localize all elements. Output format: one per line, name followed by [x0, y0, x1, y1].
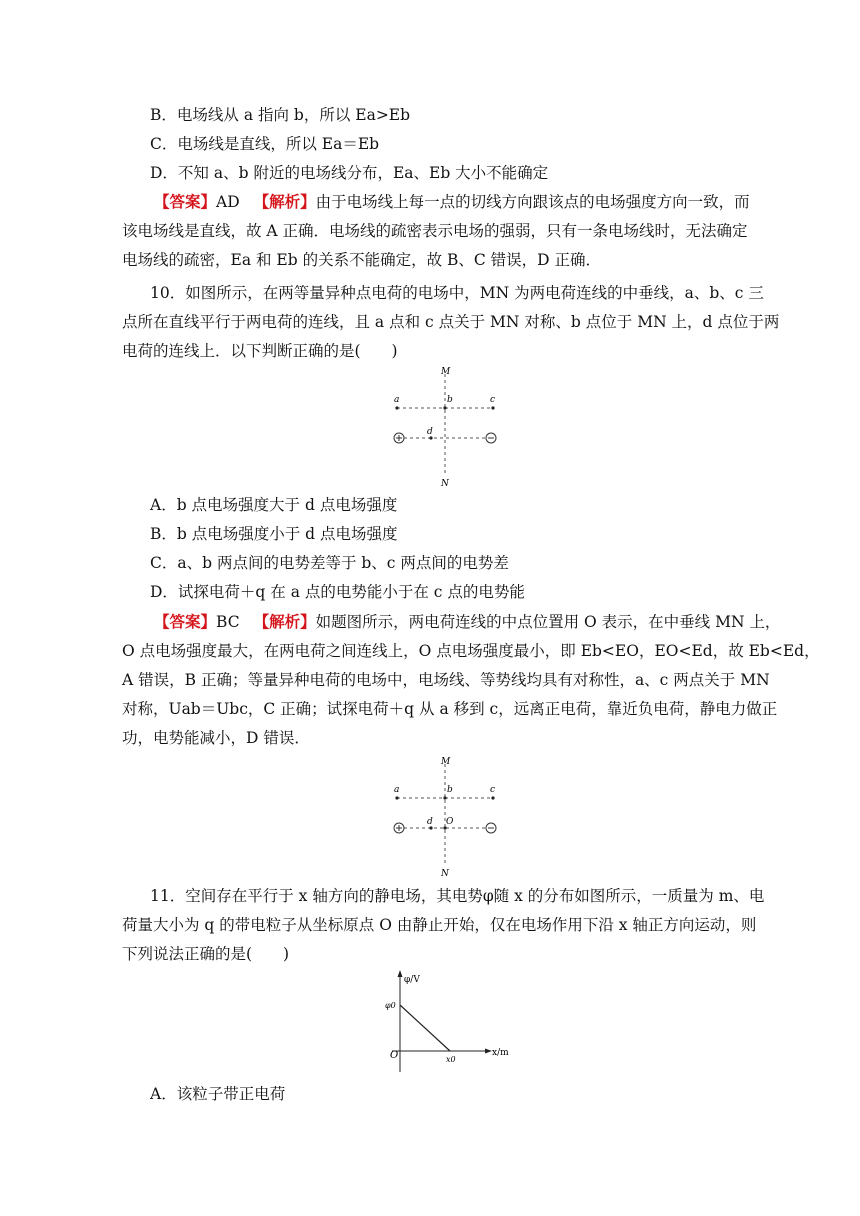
charge-figure-2	[385, 756, 505, 880]
negative-charge-icon	[486, 433, 496, 443]
origin-label: O	[390, 1050, 399, 1061]
q10-stem-line-1: 10．如图所示，在两等量异种点电荷的电场中，MN 为两电荷连线的中垂线，a、b、c 三	[150, 284, 764, 302]
q10-answer-line	[122, 611, 780, 633]
label-a: a	[394, 395, 400, 405]
q10-option-b: B．b 点电场强度小于 d 点电场强度	[150, 525, 398, 543]
q10-option-c: C．a、b 两点间的电势差等于 b、c 两点间的电势差	[150, 554, 509, 572]
label-m: M	[441, 367, 451, 377]
x-tick-label: x0	[446, 1055, 456, 1064]
q11-option-a: A．该粒子带正电荷	[150, 1085, 286, 1103]
q9-option-b: B．电场线从 a 指向 b，所以 Ea>Eb	[150, 106, 411, 124]
analysis-tag: 【解析】	[253, 192, 316, 211]
q11-stem-line-1: 11．空间存在平行于 x 轴方向的静电场，其电势φ随 x 的分布如图所示，一质量为 m、电	[150, 887, 765, 905]
label-d: d	[427, 817, 433, 827]
q10-option-d: D．试探电荷＋q 在 a 点的电势能小于在 c 点的电势能	[150, 583, 525, 601]
label-m: M	[441, 757, 451, 767]
negative-charge-icon	[486, 823, 496, 833]
q10-option-a: A．b 点电场强度大于 d 点电场强度	[150, 496, 398, 514]
analysis-text: 如题图所示，两电荷连线的中点位置用 O 表示，在中垂线 MN 上，	[315, 613, 781, 631]
label-c: c	[490, 395, 496, 405]
answer-value: BC	[216, 613, 240, 631]
label-o: O	[446, 817, 454, 827]
q10-stem-line-3: 电荷的连线上．以下判断正确的是( )	[122, 342, 398, 360]
y-tick-label: φ0	[385, 1001, 396, 1010]
answer-tag: 【答案】	[154, 612, 217, 631]
q10-stem-line-2: 点所在直线平行于两电荷的连线，且 a 点和 c 点关于 MN 对称、b 点位于 MN 上，d 点位于两	[122, 313, 780, 331]
answer-tag: 【答案】	[154, 192, 217, 211]
label-b: b	[447, 785, 453, 795]
label-c: c	[490, 785, 496, 795]
analysis-tag: 【解析】	[253, 612, 316, 631]
q10-analysis-line-3: A 错误，B 正确；等量异种电荷的电场中，电场线、等势线均具有对称性，a、c 两点关于 MN	[122, 671, 770, 689]
potential-graph	[380, 968, 530, 1078]
q9-answer-line	[122, 191, 750, 213]
y-axis-label: φ/V	[404, 975, 420, 985]
label-a: a	[394, 785, 400, 795]
x-axis-label: x/m	[492, 1048, 509, 1058]
q10-analysis-line-2: O 点电场强度最大，在两电荷之间连线上，O 点电场强度最小，即 Eb<EO，EO<Ed，故 Eb<Ed，	[122, 642, 820, 660]
analysis-text: 由于电场线上每一点的切线方向跟该点的电场强度方向一致，而	[315, 193, 750, 211]
q9-analysis-line-3: 电场线的疏密，Ea 和 Eb 的关系不能确定，故 B、C 错误，D 正确．	[122, 251, 602, 269]
q11-stem-line-2: 荷量大小为 q 的带电粒子从坐标原点 O 由静止开始，仅在电场作用下沿 x 轴正方向运动，则	[122, 916, 757, 934]
charge-figure-1	[385, 366, 505, 490]
q11-stem-line-3: 下列说法正确的是( )	[122, 945, 290, 963]
q10-analysis-line-5: 功，电势能减小，D 错误．	[122, 729, 310, 747]
label-n: N	[441, 869, 449, 879]
label-n: N	[441, 479, 449, 489]
q9-option-c: C．电场线是直线，所以 Ea＝Eb	[150, 135, 380, 153]
positive-charge-icon	[394, 433, 404, 443]
label-b: b	[447, 395, 453, 405]
q10-analysis-line-4: 对称，Uab＝Ubc，C 正确；试探电荷＋q 从 a 移到 c，远离正电荷，靠近负电荷，静电力做正	[122, 700, 778, 718]
label-d: d	[427, 427, 433, 437]
q9-option-d: D．不知 a、b 附近的电场线分布，Ea、Eb 大小不能确定	[150, 164, 549, 182]
q9-analysis-line-2: 该电场线是直线，故 A 正确．电场线的疏密表示电场的强弱，只有一条电场线时，无法确定	[122, 222, 748, 240]
answer-value: AD	[216, 193, 240, 211]
positive-charge-icon	[394, 823, 404, 833]
